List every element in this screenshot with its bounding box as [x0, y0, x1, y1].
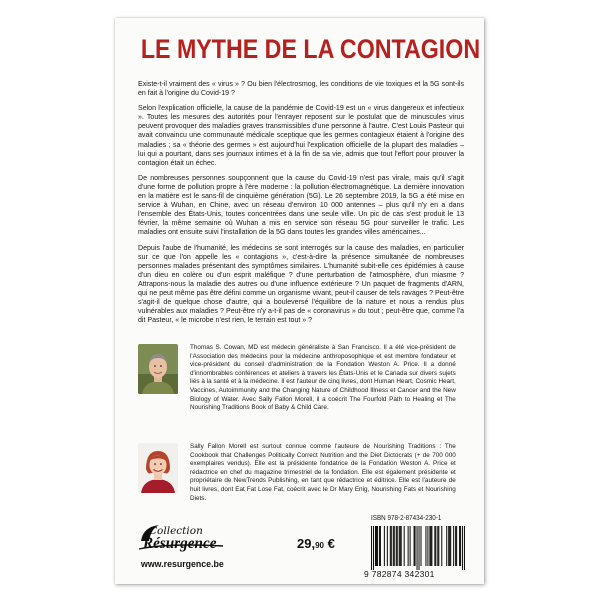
barcode-bar — [435, 526, 436, 566]
barcode-bar — [425, 526, 426, 566]
barcode-bar — [455, 526, 456, 566]
barcode-bar — [377, 526, 378, 566]
barcode-bar — [373, 526, 374, 570]
barcode-bar — [414, 526, 415, 566]
barcode-bar — [459, 526, 460, 566]
barcode-bar — [394, 526, 395, 566]
barcode-bar — [460, 526, 461, 566]
book-back-cover — [115, 18, 484, 584]
barcode-bar — [450, 526, 451, 566]
blurb-paragraph-3: De nombreuses personnes soupçonnent que la cause du Covid-19 n'est pas virale, mais qu'il s'agit d'une forme de pollution propre à l'ère moderne : la pollution électromagnétique. La dernière innovation en la matière est le sans-fil de cinquième génération (5G). Le 26 septembre 2019, la 5G a été mise en service à Wuhan, en Chine, avec un réseau d'environ 10 000 antennes – plus qu'il n'y en a dans l'ensemble des États-Unis, toutes concentrées dans une seule ville. Un pic de cas s'est produit le 13 février, la même semaine où Wuhan a mis en service son réseau 5G pour surveiller le trafic. Les maladies ont ensuite suivi l'installation de la 5G dans toutes les grandes villes américaines... — [138, 174, 464, 237]
barcode-bar — [420, 526, 421, 566]
barcode-bar — [380, 526, 381, 566]
barcode-bar — [415, 526, 416, 566]
barcode-bar — [441, 526, 442, 566]
author-bio-fallon-morell: Sally Fallon Morell est surtout connue comme l'auteure de Nourishing Traditions : The Cookbook that Challenges Politically Correct Nutrition and the Diet Dictocrats (+ de 700 000 exemplaires vendus). Elle est la présidente fondatrice de la Fondation Weston A. Price et rédactrice en chef du magazine trimestriel de la fondation. Elle est également présidente et propriétaire de NewTrends Publishing, en tant que rédactrice et éditrice. Elle est l'auteure de huit livres, dont Eat Fat Lose Fat, coécrit avec le Dr Mary Enig, Nourishing Fats et Nourishing Diets. — [190, 443, 456, 502]
barcode-bar — [400, 526, 401, 566]
isbn-label: ISBN 978-2-87434-230-1 — [371, 515, 442, 522]
barcode-bar — [396, 526, 397, 566]
barcode-bar — [437, 526, 438, 566]
publisher-website: www.resurgence.be — [141, 559, 224, 569]
price — [297, 535, 335, 553]
barcode-bar — [418, 526, 419, 570]
barcode-bar — [456, 526, 457, 566]
barcode-bar — [446, 526, 447, 566]
publisher-brand: Résurgence — [143, 535, 217, 552]
barcode-bar — [404, 526, 405, 566]
publisher-collection-label: Collection — [149, 525, 203, 537]
barcode-bar — [434, 526, 435, 566]
author-bio-cowan: Thomas S. Cowan, MD est médecin généraliste à San Francisco. Il a été vice-président de l'Association des médecins pour la médecine anthroposophique et est membre fondateur et vice-président du conseil d'administration de la Fondation Weston A. Price. Il a donné d'innombrables conférences et ateliers à travers les États-Unis et le Canada sur divers sujets liés à la santé et à la médecine. Il est l'auteur de cinq livres, dont Human Heart, Cosmic Heart, Vaccines, Autoimmunity and the Changing Nature of Childhood Illness et Cancer and the New Biology of Water. Avec Sally Fallon Morell, il a coécrit The Fourfold Path to Healing et The Nourishing Traditions Book of Baby & Child Care. — [190, 344, 456, 412]
barcode-bar — [399, 526, 400, 566]
barcode-bar — [393, 526, 394, 566]
barcode-bar — [408, 526, 409, 566]
barcode-bar — [371, 526, 372, 570]
price-cents: 90 — [315, 541, 324, 550]
author-photo-fallon-morell — [138, 443, 178, 493]
barcode-bar — [449, 526, 450, 566]
blurb-paragraph-1: Existe-t-il vraiment des « virus » ? Ou bien l'électrosmog, les conditions de vie toxiques et la 5G sont-ils en fait à l'origine du Covid-19 ? — [138, 81, 464, 98]
barcode-bar — [375, 526, 376, 566]
barcode-bar — [448, 526, 449, 566]
blurb-paragraph-4: Depuis l'aube de l'humanité, les médecins se sont interrogés sur la cause des maladies, en particulier sur ce que l'on appelle les « contagions », c'est-à-dire la présence simultanée de nombreuses personnes malades présentant des symptômes similaires. L'humanité subit-elle ces épidémies à cause d'un dieu en colère ou d'un esprit maléfique ? d'une perturbation de l'atmosphère, d'un miasme ? Attrapons-nous la maladie des autres ou d'une influence extérieure ? Un paquet de fragments d'ARN, qui ne peut même pas être défini comme un organisme vivant, peut-il causer de tels ravages ? Peut-être s'agit-il de quelque chose d'autre, qui a bouleversé l'équilibre de la nature et nous a rendus plus vulnérables aux maladies ? Peut-être n'y a-t-il pas de « coronavirus » du tout ; peut-être que, comme l'a dit Pasteur, « le microbe n'est rien, le terrain est tout » ? — [138, 244, 464, 325]
barcode-bar — [384, 526, 385, 566]
barcode-digits: 9 782874 342301 — [364, 569, 435, 579]
barcode-bar — [391, 526, 392, 566]
blurb — [138, 80, 464, 331]
barcode-bar — [387, 526, 388, 566]
barcode-bar — [427, 526, 428, 566]
barcode-bar — [376, 526, 377, 566]
blurb-paragraph-2: Selon l'explication officielle, la cause de la pandémie de Covid-19 est un « virus dangereux et infectieux ». Toutes les mesures des autorités pour l'enrayer reposent sur le postulat que de minuscules virus peuvent provoquer des maladies graves transmissibles d'une personne à l'autre. C'est Louis Pasteur qui avait convaincu une communauté médicale sceptique que les germes contagieux étaient à l'origine des maladies ; sa « théorie des germes » est aujourd'hui l'explication officielle de la plupart des maladies – lui qui a pourtant, dans ses journaux intimes et à la fin de sa vie, admis que tout l'effort pour prouver la contagion était un échec. — [138, 105, 464, 167]
book-title: LE MYTHE DE LA CONTAGION — [140, 34, 481, 64]
barcode-bar — [390, 526, 391, 566]
barcode-bar — [401, 526, 402, 566]
barcode-bar — [431, 526, 432, 566]
barcode-bar — [438, 526, 439, 566]
price-currency: € — [323, 536, 335, 551]
barcode-bar — [397, 526, 398, 566]
barcode — [371, 526, 465, 570]
barcode-bar — [430, 526, 431, 566]
author-photo-cowan — [138, 344, 178, 394]
barcode-bar — [464, 526, 465, 570]
barcode-bar — [429, 526, 430, 566]
barcode-bar — [453, 526, 454, 566]
barcode-bar — [410, 526, 411, 566]
price-euros: 29, — [297, 536, 316, 551]
barcode-bar — [462, 526, 463, 570]
barcode-bar — [379, 526, 380, 566]
barcode-bar — [417, 526, 418, 570]
